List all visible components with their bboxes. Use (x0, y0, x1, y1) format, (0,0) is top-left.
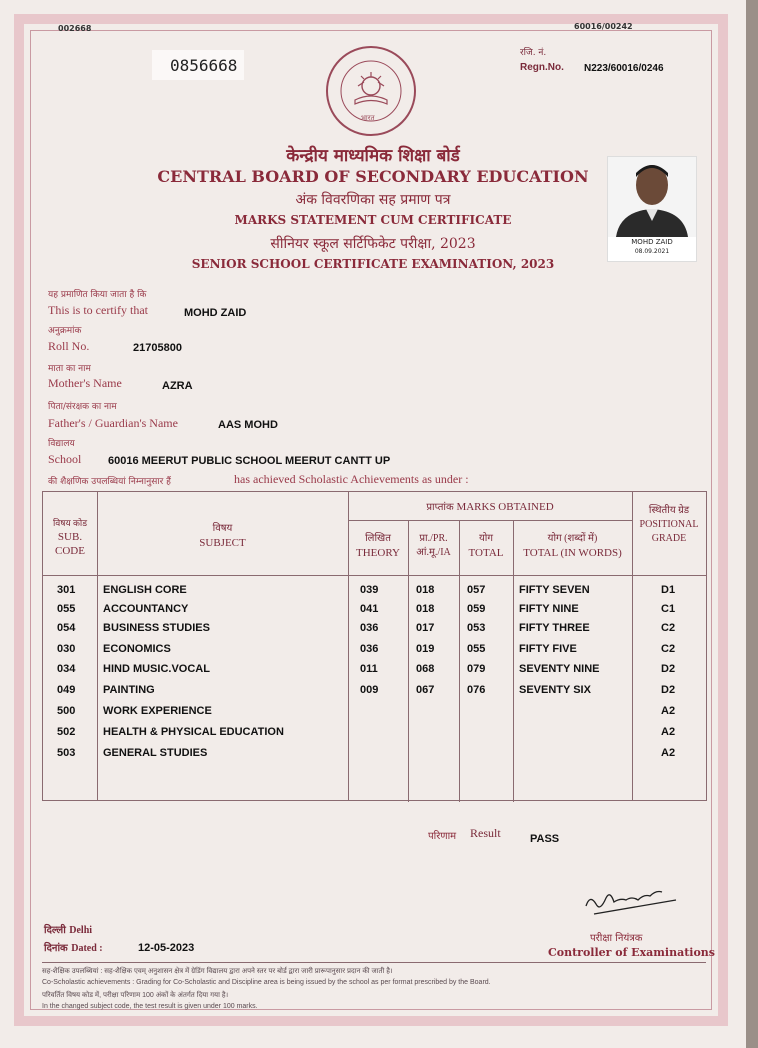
cell-grade: C2 (661, 622, 676, 634)
top-right-code: 60016/00242 (574, 22, 633, 31)
serial-number: 0856668 (170, 56, 238, 75)
cell-total: 055 (467, 643, 486, 655)
board-title-hindi: केन्द्रीय माध्यमिक शिक्षा बोर्ड (286, 146, 460, 166)
cell-code: 049 (57, 684, 76, 696)
regn-label: Regn.No. (520, 62, 564, 73)
certify-english: This is to certify that (48, 303, 148, 317)
achieve-english: has achieved Scholastic Achievements as under : (234, 472, 469, 486)
regn-value: N223/60016/0246 (584, 63, 664, 74)
candidate-portrait (608, 157, 696, 237)
cell-code: 055 (57, 603, 76, 615)
doc-title-english: MARKS STATEMENT CUM CERTIFICATE (234, 213, 512, 227)
cell-theory: 041 (360, 603, 379, 615)
cell-total: 059 (467, 603, 486, 615)
header-grade: स्थितीय ग्रेड POSITIONAL GRADE (639, 505, 699, 544)
school-name: 60016 MEERUT PUBLIC SCHOOL MEERUT CANTT UP (108, 455, 391, 467)
cell-pr: 019 (416, 643, 435, 655)
place-label: दिल्ली Delhi (44, 925, 93, 936)
header-code: विषय कोड SUB. CODE (52, 518, 88, 557)
cell-code: 034 (57, 663, 76, 675)
exam-title-english: SENIOR SCHOOL CERTIFICATE EXAMINATION, 2023 (191, 257, 555, 271)
cell-grade: C2 (661, 643, 676, 655)
cell-name: BUSINESS STUDIES (103, 622, 210, 634)
cell-name: HEALTH & PHYSICAL EDUCATION (103, 726, 284, 738)
result-label: Result (470, 826, 501, 840)
dated-value: 12-05-2023 (138, 942, 195, 954)
cell-theory: 039 (360, 584, 379, 596)
cell-words: FIFTY SEVEN (519, 584, 590, 596)
cell-theory: 011 (360, 663, 378, 675)
controller-english: Controller of Examinations (548, 946, 715, 959)
footnote-hindi-1: सह-शैक्षिक उपलब्धियां : सह-शैक्षिक एवम् अनुशासन क्षेत्र में ग्रेडिंग विद्यालय द्वारा अपने स्तर पर बोर्ड द्वारा जारी प्रारूपानुसार प्रदान की जाती है। (42, 968, 393, 975)
cell-name: ENGLISH CORE (103, 584, 187, 596)
cell-grade: A2 (661, 747, 676, 759)
header-total: योग TOTAL (468, 533, 504, 559)
dated-label: दिनांक Dated : (44, 943, 103, 954)
cell-theory: 009 (360, 684, 379, 696)
result-hindi: परिणाम (428, 831, 457, 842)
cell-grade: D2 (661, 663, 676, 675)
controller-hindi: परीक्षा नियंत्रक (590, 933, 643, 944)
cell-total: 079 (467, 663, 486, 675)
cell-total: 076 (467, 684, 486, 696)
cell-code: 500 (57, 705, 76, 717)
cell-pr: 068 (416, 663, 435, 675)
cell-grade: A2 (661, 726, 676, 738)
top-left-code: 002668 (58, 24, 92, 33)
cell-words: SEVENTY NINE (519, 663, 600, 675)
header-subject: विषय SUBJECT (199, 523, 246, 549)
cell-code: 054 (57, 622, 76, 634)
footnote-hindi-2: परिवर्तित विषय कोड में, परीक्षा परिणाम 100 अंकों के अंतर्गत दिया गया है। (42, 992, 229, 999)
achieve-hindi: की शैक्षणिक उपलब्धियां निम्नानुसार हैं (48, 477, 171, 487)
cell-words: FIFTY THREE (519, 622, 590, 634)
cell-code: 030 (57, 643, 76, 655)
cell-grade: A2 (661, 705, 676, 717)
header-theory: लिखित THEORY (356, 533, 400, 559)
cell-words: FIFTY NINE (519, 603, 579, 615)
header-practical: प्रा./PR. आं.मू./IA (416, 533, 451, 558)
result-value: PASS (530, 833, 560, 845)
father-label: Father's / Guardian's Name (48, 416, 178, 430)
mother-hindi: माता का नाम (48, 364, 91, 374)
mother-name: AZRA (162, 380, 193, 392)
father-name: AAS MOHD (218, 419, 278, 431)
cell-theory: 036 (360, 643, 379, 655)
marks-table (42, 491, 707, 801)
cell-code: 502 (57, 726, 76, 738)
mother-label: Mother's Name (48, 376, 122, 390)
footnote-english-2: In the changed subject code, the test result is given under 100 marks. (42, 1003, 258, 1010)
cell-total: 053 (467, 622, 486, 634)
header-marks: प्राप्तांक MARKS OBTAINED (426, 501, 554, 513)
certify-hindi: यह प्रमाणित किया जाता है कि (48, 290, 147, 300)
photo-name: MOHD ZAID (631, 238, 673, 246)
cell-grade: D1 (661, 584, 676, 596)
father-hindi: पिता/संरक्षक का नाम (48, 402, 117, 412)
cell-name: PAINTING (103, 684, 155, 696)
header-total-words: योग (शब्दों में) TOTAL (IN WORDS) (523, 533, 622, 559)
regn-hindi: रजि. नं. (520, 48, 547, 58)
cell-total: 057 (467, 584, 486, 596)
cell-pr: 018 (416, 603, 435, 615)
cell-pr: 017 (416, 622, 435, 634)
cell-name: ACCOUNTANCY (103, 603, 189, 615)
photo-date: 08.09.2021 (634, 248, 670, 255)
doc-title-hindi: अंक विवरणिका सह प्रमाण पत्र (295, 192, 451, 208)
cell-code: 503 (57, 747, 76, 759)
school-hindi: विद्यालय (48, 439, 75, 449)
cell-name: WORK EXPERIENCE (103, 705, 212, 717)
footnote-english-1: Co-Scholastic achievements : Grading for Co-Scholastic and Discipline area is being issued by the school as per format prescribed by the Board. (42, 979, 491, 986)
candidate-name: MOHD ZAID (184, 307, 247, 319)
cell-code: 301 (57, 584, 76, 596)
roll-hindi: अनुक्रमांक (48, 326, 82, 336)
cell-name: ECONOMICS (103, 643, 171, 655)
cell-pr: 067 (416, 684, 435, 696)
candidate-photo (607, 156, 697, 262)
cell-words: FIFTY FIVE (519, 643, 577, 655)
roll-number: 21705800 (133, 342, 182, 354)
cell-name: GENERAL STUDIES (103, 747, 208, 759)
cell-pr: 018 (416, 584, 435, 596)
school-label: School (48, 452, 82, 466)
footer-divider (42, 962, 706, 963)
cell-grade: C1 (661, 603, 676, 615)
cell-theory: 036 (360, 622, 379, 634)
seal-text: भारत (361, 114, 375, 122)
roll-label: Roll No. (48, 339, 90, 353)
cell-grade: D2 (661, 684, 676, 696)
cell-words: SEVENTY SIX (519, 684, 591, 696)
cell-name: HIND MUSIC.VOCAL (103, 663, 210, 675)
exam-title-hindi: सीनियर स्कूल सर्टिफिकेट परीक्षा, 2023 (270, 236, 476, 252)
board-title-english: CENTRAL BOARD OF SECONDARY EDUCATION (157, 167, 589, 186)
controller-signature (580, 884, 680, 924)
